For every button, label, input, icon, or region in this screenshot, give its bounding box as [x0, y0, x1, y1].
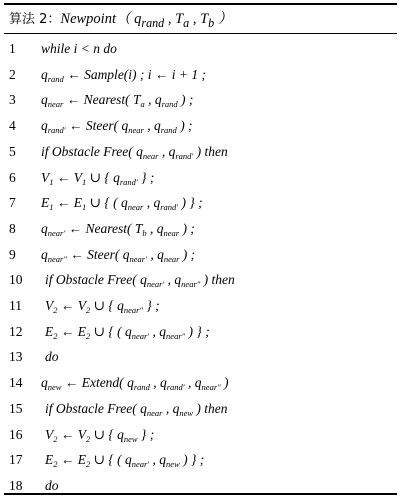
line-number: 18	[9, 477, 23, 493]
bottom-rule	[4, 493, 397, 495]
algorithm-line	[4, 190, 397, 215]
algorithm-box	[4, 3, 397, 494]
line-number: 7	[9, 195, 16, 211]
algorithm-title-body: Newpoint（ $q_{rand}$ , $T_a$ , $T_b$ ）	[60, 11, 233, 30]
line-number: 14	[9, 375, 23, 391]
algorithm-line	[4, 344, 397, 369]
algorithm-line	[4, 87, 397, 112]
algorithm-line	[4, 139, 397, 164]
algorithm-title-prefix: 算法 2：	[9, 12, 61, 27]
line-number: 6	[9, 169, 16, 185]
line-code: $q_{new}$ ← Extend( $q_{rand}$ , $q_{rand'}$ , $q_{near''}$ )	[41, 375, 229, 393]
algorithm-line	[4, 36, 397, 61]
line-code: $q_{rand'}$ ← Steer( $q_{near}$ , $q_{rand}$ ) ;	[41, 118, 193, 136]
line-number: 16	[9, 426, 23, 442]
algorithm-line	[4, 422, 397, 447]
line-code: $q_{near''}$ ← Steer( $q_{near'}$ , $q_{near}$ ) ;	[41, 246, 196, 264]
algorithm-header	[9, 10, 232, 32]
line-number: 17	[9, 452, 23, 468]
line-number: 4	[9, 118, 16, 134]
top-rule	[4, 3, 397, 5]
line-code: $q_{rand}$ ← Sample(i) ; i ← i + 1 ;	[41, 66, 207, 84]
line-number: 15	[9, 400, 23, 416]
line-code: $V_2$ ← $V_2$ ∪ { $q_{new}$ } ;	[45, 426, 155, 444]
line-number: 2	[9, 66, 16, 82]
line-code: $q_{near'}$ ← Nearest( $T_b$ , $q_{near}$ ) ;	[41, 220, 195, 238]
line-number: 3	[9, 92, 16, 108]
algorithm-line	[4, 242, 397, 267]
line-code: if Obstacle Free( $q_{near}$ , $q_{new}$ ) then	[45, 400, 228, 418]
algorithm-line	[4, 216, 397, 241]
algorithm-line	[4, 165, 397, 190]
line-number: 10	[9, 272, 23, 288]
line-code: while i < n do	[41, 41, 117, 56]
line-code: if Obstacle Free( $q_{near'}$ , $q_{near''}$ ) then	[45, 272, 235, 290]
algorithm-line	[4, 113, 397, 138]
header-rule	[4, 33, 397, 34]
line-code: do	[45, 477, 59, 493]
line-code: $E_2$ ← $E_2$ ∪ { ( $q_{near'}$ , $q_{near''}$ ) } ;	[45, 323, 210, 341]
algorithm-line	[4, 293, 397, 318]
line-code: $E_1$ ← $E_1$ ∪ { ( $q_{near}$ , $q_{rand'}$ ) } ;	[41, 195, 203, 213]
algorithm-line	[4, 267, 397, 292]
line-number: 1	[9, 41, 16, 56]
algorithm-line	[4, 370, 397, 395]
algorithm-line	[4, 447, 397, 472]
line-number: 9	[9, 246, 16, 262]
algorithm-line	[4, 319, 397, 344]
line-code: $V_2$ ← $V_2$ ∪ { $q_{near''}$ } ;	[45, 298, 160, 315]
line-code: do	[45, 349, 59, 365]
line-code: if Obstacle Free( $q_{near}$ , $q_{rand'}$ ) then	[41, 143, 228, 161]
line-number: 12	[9, 323, 23, 339]
algorithm-line	[4, 62, 397, 87]
line-code: $V_1$ ← $V_1$ ∪ { $q_{rand'}$ } ;	[41, 169, 155, 187]
line-number: 5	[9, 143, 16, 159]
line-code: $q_{near}$ ← Nearest( $T_a$ , $q_{rand}$ ) ;	[41, 92, 194, 110]
line-number: 8	[9, 220, 16, 236]
line-code: $E_2$ ← $E_2$ ∪ { ( $q_{near'}$ , $q_{new}$ ) } ;	[45, 452, 205, 470]
line-number: 11	[9, 298, 22, 313]
algorithm-line	[4, 396, 397, 421]
line-number: 13	[9, 349, 23, 365]
